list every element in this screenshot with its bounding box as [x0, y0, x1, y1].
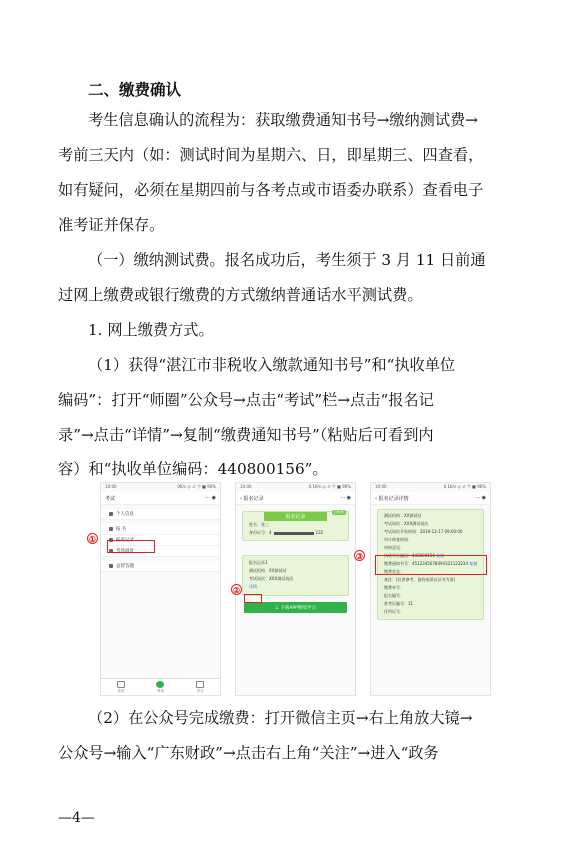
app-title: 考试 — [105, 495, 116, 502]
status-badge: 已审核 — [333, 510, 344, 514]
paragraph-line-8: （1）获得“湛江市非税收入缴款通知书号”和“执收单位 — [88, 356, 456, 374]
back-icon[interactable]: ‹ — [240, 495, 242, 502]
screenshot-exam-menu — [100, 482, 221, 696]
detail-line: 考试场次：XXX测试场次 — [249, 576, 294, 581]
highlight-box — [244, 594, 262, 603]
record-card — [242, 511, 349, 541]
screenshot-record-details — [370, 482, 491, 696]
app-topbar — [236, 492, 355, 505]
menu-label: 益智答题 — [116, 564, 134, 569]
paragraph-line-7: 1. 网上缴费方式。 — [88, 321, 214, 339]
status-icons: 0K/s ◎ .ıl 令 ■ 96% — [177, 484, 216, 489]
detail-line: 准考证编号：11 — [384, 601, 414, 606]
home-icon — [117, 681, 125, 688]
app-title: 报名记录详情 — [378, 495, 409, 502]
step-marker-1: ① — [88, 534, 97, 544]
status-bar — [101, 483, 220, 492]
paragraph-line-10: 录”→点击“详情”→复制“缴费通知书号”（粘贴后可看到内 — [58, 426, 434, 444]
unit-code: 执收单位编码：440800156 — [384, 553, 435, 558]
status-icons: 0.1K/s ◎ .ıl 令 ■ 96% — [443, 484, 486, 489]
menu-label: 考场调度 — [116, 549, 134, 554]
record-subtitle: 报名记录1 — [249, 560, 268, 565]
screenshot-registration-records — [235, 482, 356, 696]
tab-label: 首页 — [117, 688, 125, 693]
detail-line: 缴费单号： — [384, 585, 404, 590]
id-label: 身份证号：4 — [249, 530, 272, 535]
menu-item-quiz[interactable] — [101, 561, 220, 572]
menu-label: 个人信息 — [116, 512, 134, 517]
book-icon — [196, 681, 204, 688]
tab-label: 学习 — [196, 688, 204, 693]
copy-button[interactable]: 复制 — [469, 561, 478, 566]
paragraph-line-6: 过网上缴费或银行缴费的方式缴纳普通话水平测试费。 — [58, 286, 423, 304]
page-number: —4— — [58, 810, 95, 826]
detail-line: 审计核查时间： — [384, 537, 412, 542]
copy-button[interactable]: 复制 — [436, 553, 445, 558]
tab-home[interactable] — [117, 681, 125, 694]
register-icon — [109, 527, 113, 531]
user-icon — [109, 512, 113, 516]
status-time: 10:00 — [105, 484, 117, 489]
menu-item-profile[interactable] — [101, 509, 220, 520]
status-time: 10:00 — [240, 484, 252, 489]
detail-line: 审核意见： — [384, 545, 404, 550]
status-icons: 0.1K/s ◎ .ıl 令 ■ 96% — [308, 484, 351, 489]
details-link[interactable]: 详情 — [249, 584, 257, 589]
menu-label: 报 名 — [116, 527, 127, 532]
exam-icon — [156, 681, 164, 688]
detail-line: 缴费状态： — [384, 569, 404, 574]
paragraph-line-12: （2）在公众号完成缴费：打开微信主页→右上角放大镜→ — [88, 709, 473, 727]
record-detail-card — [242, 555, 349, 596]
detail-line: 住所证号： — [384, 609, 404, 614]
id-line — [243, 529, 348, 537]
paragraph-line-3: 如有疑问，必须在星期四前与各考点或市语委办联系）查看电子 — [58, 181, 484, 199]
bottom-nav — [101, 678, 220, 695]
app-title: 报名记录 — [243, 495, 264, 502]
step-marker-3: ③ — [355, 551, 364, 561]
paragraph-line-5: （一）缴纳测试费。报名成功后，考生须于 3 月 11 日前通 — [88, 251, 486, 269]
tab-label: 考试 — [156, 688, 164, 693]
paragraph-line-1: 考生信息确认的流程为：获取缴费通知书号→缴纳测试费→ — [88, 111, 478, 129]
paragraph-line-13: 公众号→输入“广东财政”→点击右上角“关注”→进入“政务 — [58, 744, 439, 762]
status-bar — [371, 483, 490, 492]
more-icon[interactable]: ··· ◉ — [475, 495, 486, 501]
download-app-button[interactable]: ↓ 下载APP继续学习 — [244, 602, 347, 613]
app-topbar — [101, 492, 220, 505]
detail-line: 备注：(仅供参考，最终成绩以证书为准) — [384, 577, 456, 582]
detail-line: 测试机构：XX测试站 — [384, 513, 422, 518]
menu-label: 报名记录 — [116, 538, 134, 543]
detail-line: 测试机构：XX测试站 — [249, 568, 287, 573]
id-tail: 232 — [315, 530, 324, 535]
tab-exam[interactable] — [156, 681, 164, 694]
card-title: 报名记录 — [264, 512, 327, 521]
notice-number: 缴费通知书号：4512345678494321123234 — [384, 561, 468, 566]
detail-line: 考试场次：XXX测试场次 — [384, 521, 429, 526]
app-topbar — [371, 492, 490, 505]
detail-line: 报名编号： — [384, 593, 404, 598]
more-icon[interactable]: ··· ◉ — [340, 495, 351, 501]
redacted-bar — [274, 532, 314, 535]
highlight-box — [107, 540, 155, 553]
step-marker-2: ② — [232, 585, 241, 595]
paragraph-line-2: 考前三天内（如：测试时间为星期六、日，即星期三、四查看， — [58, 146, 484, 164]
name-line: 姓名：张三 — [249, 522, 269, 527]
paragraph-line-9: 编码”：打开“师圈”公众号→点击“考试”栏→点击“报名记 — [58, 391, 434, 409]
detail-line: 考试场次开始时间：2019-12-17 09:00:00 — [384, 529, 463, 534]
status-time: 10:00 — [375, 484, 387, 489]
quiz-icon — [109, 564, 113, 568]
menu-item-register[interactable] — [101, 524, 220, 535]
tab-study[interactable] — [196, 681, 204, 694]
highlight-box — [375, 555, 487, 575]
paragraph-line-11: 容）和“执收单位编码：440800156”。 — [58, 460, 328, 478]
more-icon[interactable]: ··· ◉ — [205, 495, 216, 501]
status-bar — [236, 483, 355, 492]
section-title: 二、缴费确认 — [88, 81, 182, 99]
back-icon[interactable]: ‹ — [375, 495, 377, 502]
paragraph-line-4: 准考证并保存。 — [58, 216, 165, 234]
